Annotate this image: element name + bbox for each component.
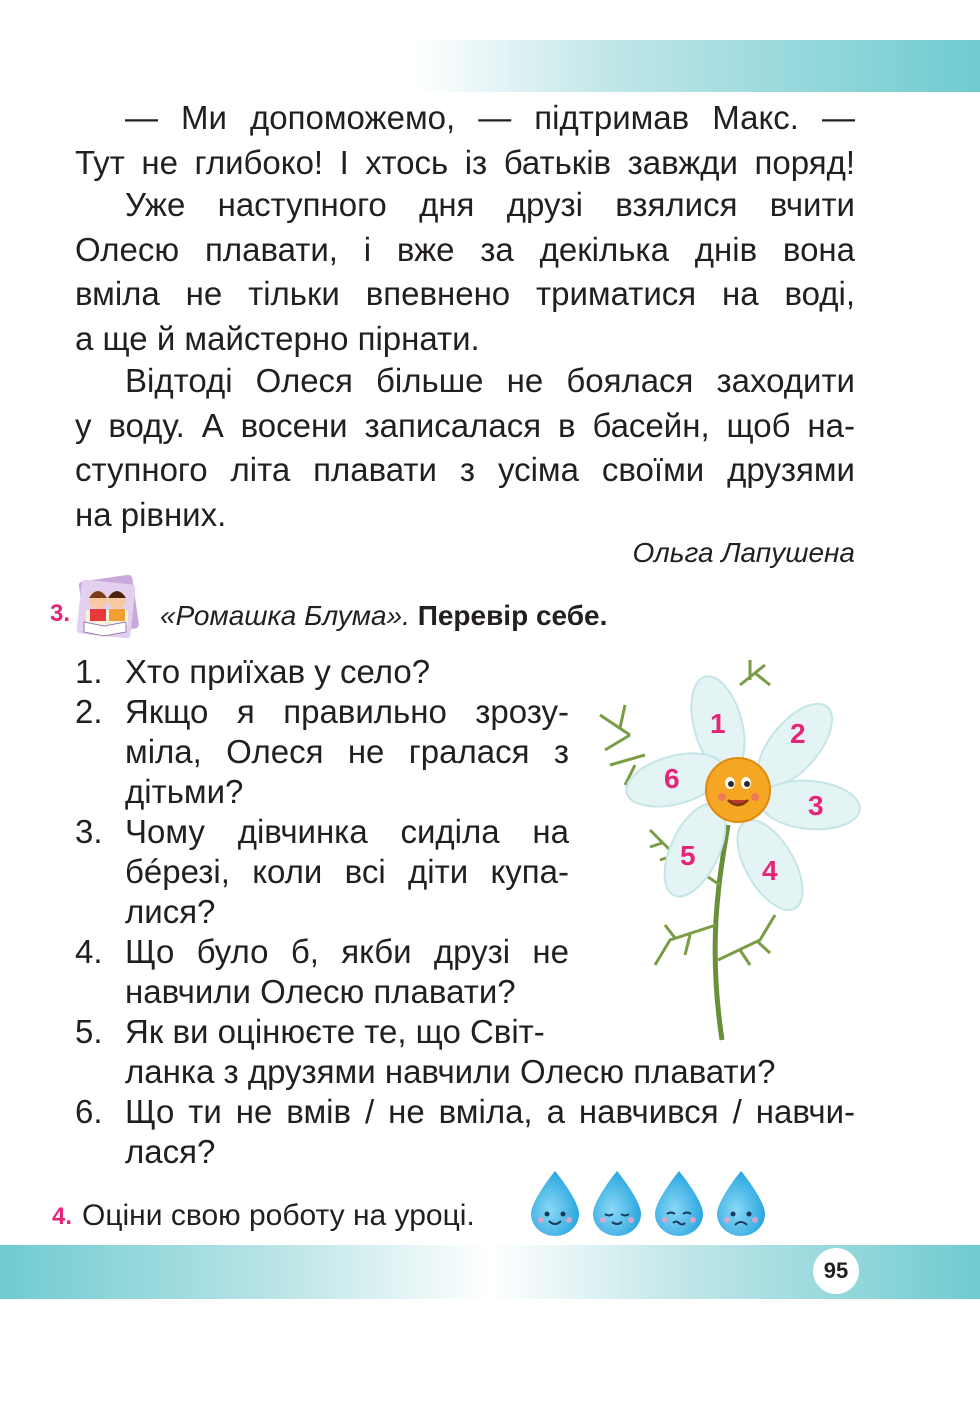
petal-number-4: 4 bbox=[762, 855, 778, 886]
sad-drop-icon[interactable] bbox=[717, 1171, 765, 1236]
question-text: ланка з друзями навчили Олесю плавати? bbox=[125, 1053, 776, 1090]
text-line: у воду. А восени записалася в басейн, щоб на- bbox=[75, 406, 855, 444]
text-line: Відтоді Олеся більше не боялася заходити bbox=[125, 362, 855, 399]
text-line: на рівних. bbox=[75, 495, 227, 533]
story-author: Ольга Лапушена bbox=[632, 537, 855, 568]
text-line: Тут не глибоко! І хтось із батьків завжди поряд! bbox=[75, 143, 855, 181]
question-text: Що ти не вмів / не вміла, а навчився / навчи- bbox=[125, 1093, 855, 1130]
question-number: 3. bbox=[75, 813, 103, 850]
top-decorative-band bbox=[415, 40, 980, 92]
question-number: 4. bbox=[75, 933, 103, 970]
task-3-title-italic: «Ромашка Блума». bbox=[160, 600, 410, 631]
petal-number-3: 3 bbox=[808, 790, 824, 821]
question-text: Хто приїхав у село? bbox=[125, 653, 431, 690]
neutral-drop-icon[interactable] bbox=[655, 1171, 703, 1236]
text-line: Уже наступного дня друзі взялися вчити bbox=[125, 186, 855, 223]
task-3-number: 3. bbox=[50, 600, 71, 627]
task-3-title-bold: Перевір себе. bbox=[417, 600, 608, 631]
question-number: 2. bbox=[75, 693, 103, 730]
question-number: 1. bbox=[75, 653, 103, 690]
petal-number-5: 5 bbox=[680, 840, 696, 871]
task-3-title bbox=[160, 600, 607, 632]
question-text: лися? bbox=[125, 893, 216, 930]
task-4-number: 4. bbox=[52, 1203, 73, 1230]
chamomile-flower-illustration bbox=[590, 655, 865, 1045]
story-paragraph-3 bbox=[75, 359, 855, 537]
question-text: Якщо я правильно зрозу- bbox=[125, 693, 569, 730]
text-line: вміла не тільки впевнено триматися на воді, bbox=[75, 275, 855, 312]
petal-number-2: 2 bbox=[790, 718, 806, 749]
text-line: ступного літа плавати з усіма своїми друзями bbox=[75, 451, 855, 488]
question-number: 6. bbox=[75, 1093, 103, 1130]
question-number: 5. bbox=[75, 1013, 103, 1050]
self-assessment-drops bbox=[525, 1168, 770, 1238]
text-line: а ще й майстерно пірнати. bbox=[75, 319, 480, 357]
text-line: Олесю плавати, і вже за декілька днів вона bbox=[75, 230, 855, 268]
question-text: дітьми? bbox=[125, 773, 244, 810]
petal-number-6: 6 bbox=[664, 763, 680, 794]
story-paragraph-1 bbox=[75, 96, 855, 185]
content-drop-icon[interactable] bbox=[593, 1171, 641, 1236]
text-line: — Ми допоможемо, — підтримав Макс. — bbox=[125, 99, 855, 136]
petal-number-1: 1 bbox=[710, 708, 726, 739]
story-paragraph-2 bbox=[75, 183, 855, 361]
question-text: Як ви оцінюєте те, що Світ- bbox=[125, 1013, 545, 1050]
question-text: навчили Олесю плавати? bbox=[125, 973, 516, 1010]
question-text: бéрезі, коли всі діти купа- bbox=[125, 853, 569, 890]
page-number: 95 bbox=[813, 1248, 859, 1294]
question-text: міла, Олеся не гралася з bbox=[125, 733, 569, 770]
happy-drop-icon[interactable] bbox=[531, 1171, 579, 1236]
children-reading-icon bbox=[76, 574, 140, 640]
question-text: Чому дівчинка сиділа на bbox=[125, 813, 569, 850]
question-text: Що було б, якби друзі не bbox=[125, 933, 569, 970]
task-4-text: Оціни свою роботу на уроці. bbox=[82, 1199, 475, 1232]
question-text: лася? bbox=[125, 1133, 216, 1170]
